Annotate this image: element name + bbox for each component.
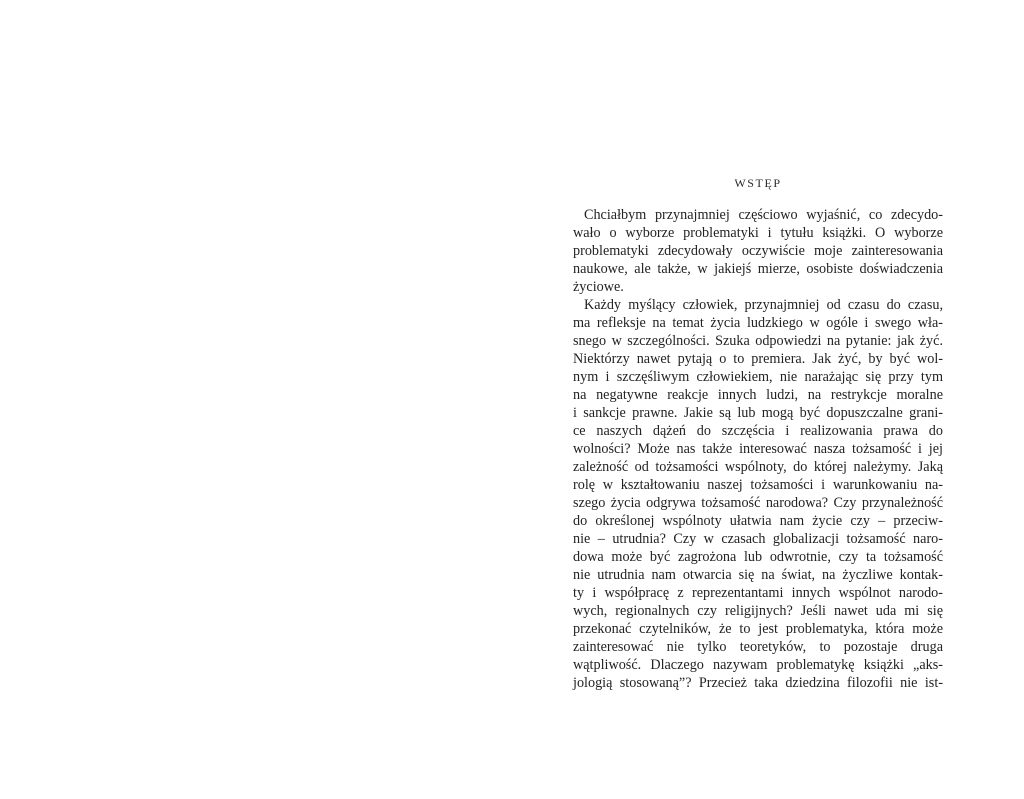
text-line: rolę w kształtowaniu naszej tożsamości i warunkowaniu na- xyxy=(573,477,943,493)
chapter-title: WSTĘP xyxy=(734,176,782,190)
text-line: na negatywne reakcje innych ludzi, na restrykcje moralne xyxy=(573,387,943,403)
text-line: ce naszych dążeń do szczęścia i realizowania prawa do xyxy=(573,423,943,439)
text-line: dowa może być zagrożona lub odwrotnie, czy ta tożsamość xyxy=(573,549,943,565)
text-line: nym i szczęśliwym człowiekiem, nie narażając się przy tym xyxy=(573,369,943,385)
text-line: ma refleksje na temat życia ludzkiego w ogóle i swego wła- xyxy=(573,315,943,331)
text-line: jologią stosowaną”? Przecież taka dziedzina filozofii nie ist- xyxy=(573,675,943,691)
text-line: nie utrudnia nam otwarcia się na świat, na życzliwe kontak- xyxy=(573,567,943,583)
text-line: Każdy myślący człowiek, przynajmniej od czasu do czasu, xyxy=(584,297,943,313)
body-text xyxy=(573,206,943,692)
text-line: zainteresować nie tylko teoretyków, to pozostaje druga xyxy=(573,639,943,655)
text-line: życiowe. xyxy=(573,279,624,295)
text-line: wolności? Może nas także interesować nasza tożsamość i jej xyxy=(573,441,943,457)
text-line: problematyki zdecydowały oczywiście moje zainteresowania xyxy=(573,243,943,259)
text-line: do określonej wspólnoty ułatwia nam życie czy – przeciw- xyxy=(573,513,943,529)
text-line: wych, regionalnych czy religijnych? Jeśli nawet uda mi się xyxy=(573,603,943,619)
text-line: wątpliwość. Dlaczego nazywam problematykę książki „aks- xyxy=(573,657,943,673)
text-line: zależność od tożsamości wspólnoty, do której należymy. Jaką xyxy=(573,459,943,475)
text-line: przekonać czytelników, że to jest problematyka, która może xyxy=(573,621,943,637)
text-line: szego życia odgrywa tożsamość narodowa? Czy przynależność xyxy=(573,495,943,511)
text-line: i sankcje prawne. Jakie są lub mogą być dopuszczalne grani- xyxy=(573,405,943,421)
text-line: ty i współpracę z reprezentantami innych wspólnot narodo- xyxy=(573,585,943,601)
text-line: nie – utrudnia? Czy w czasach globalizacji tożsamość naro- xyxy=(573,531,943,547)
text-line: naukowe, ale także, w jakiejś mierze, osobiste doświadczenia xyxy=(573,261,943,277)
text-line: Chciałbym przynajmniej częściowo wyjaśnić, co zdecydo- xyxy=(584,207,943,223)
text-line: wało o wyborze problematyki i tytułu książki. O wyborze xyxy=(573,225,943,241)
text-line: Niektórzy nawet pytają o to premiera. Jak żyć, by być wol- xyxy=(573,351,943,367)
text-line: snego w szczególności. Szuka odpowiedzi na pytanie: jak żyć. xyxy=(573,333,943,349)
